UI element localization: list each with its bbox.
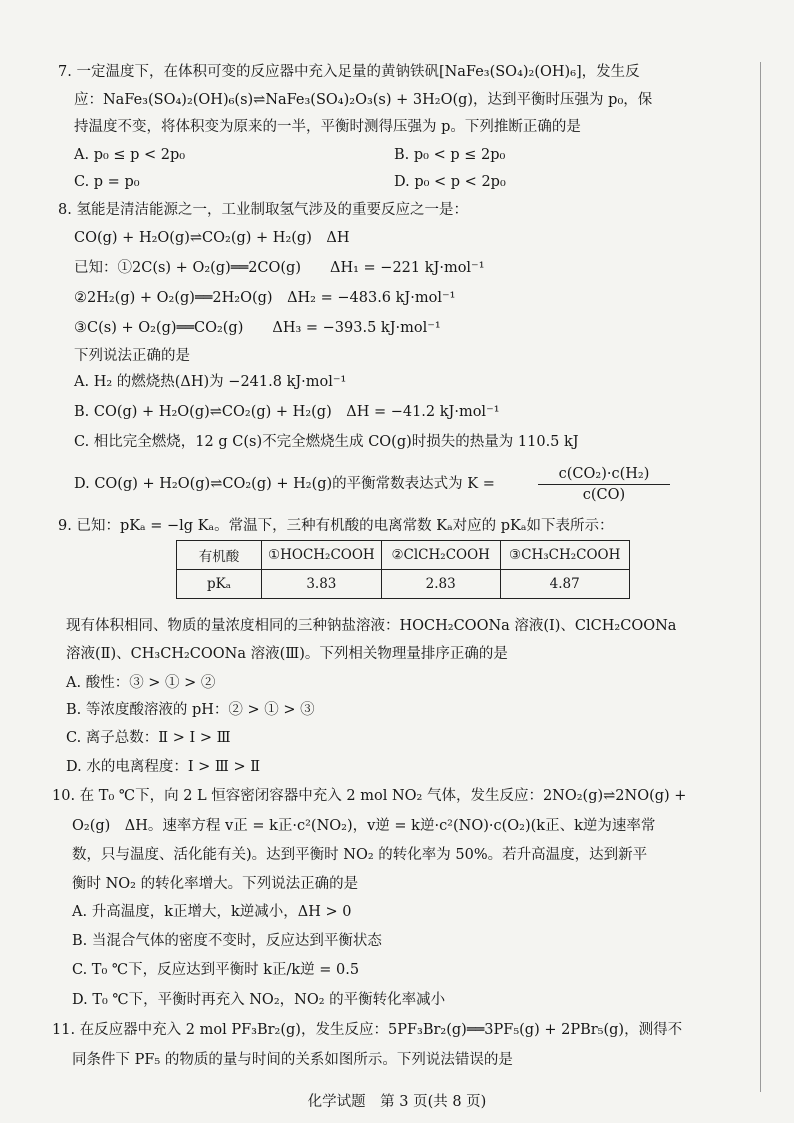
margin-rule bbox=[760, 62, 761, 1092]
table-cell: 2.83 bbox=[381, 570, 500, 599]
q8-option-b: B. CO(g) + H₂O(g)⇌CO₂(g) + H₂(g) ΔH = −41.2 kJ·mol⁻¹ bbox=[74, 404, 500, 420]
q8-option-c: C. 相比完全燃烧，12 g C(s)不完全燃烧生成 CO(g)时损失的热量为 110.5 kJ bbox=[74, 434, 579, 450]
q11-line1: 11. 在反应器中充入 2 mol PF₃Br₂(g)，发生反应：5PF₃Br₂(g)══3PF₅(g) + 2PBr₅(g)，测得不 bbox=[52, 1022, 683, 1038]
q8-line6: 下列说法正确的是 bbox=[74, 348, 190, 364]
q7-line2: 应：NaFe₃(SO₄)₂(OH)₆(s)⇌NaFe₃(SO₄)₂O₃(s) + 3H₂O(g)，达到平衡时压强为 p₀，保 bbox=[74, 92, 653, 108]
q8-line4: ②2H₂(g) + O₂(g)══2H₂O(g) ΔH₂ = −483.6 kJ·mol⁻¹ bbox=[74, 290, 456, 306]
table-row bbox=[177, 541, 630, 570]
table-header-cell: ②ClCH₂COOH bbox=[381, 541, 500, 570]
q10-line2: O₂(g) ΔH。速率方程 v正 = k正·c²(NO₂)，v逆 = k逆·c²(NO)·c(O₂)(k正、k逆为速率常 bbox=[72, 818, 656, 834]
q7-option-c: C. p = p₀ bbox=[74, 174, 140, 190]
q10-option-a: A. 升高温度，k正增大，k逆减小，ΔH > 0 bbox=[72, 904, 352, 920]
q9-option-d: D. 水的电离程度：Ⅰ > Ⅲ > Ⅱ bbox=[66, 759, 261, 775]
q10-line4: 衡时 NO₂ 的转化率增大。下列说法正确的是 bbox=[72, 876, 359, 892]
q9-line2: 现有体积相同、物质的量浓度相同的三种钠盐溶液：HOCH₂COONa 溶液(Ⅰ)、ClCH₂COONa bbox=[66, 618, 677, 634]
q7-option-b: B. p₀ < p ≤ 2p₀ bbox=[394, 147, 506, 163]
q8-option-d: D. CO(g) + H₂O(g)⇌CO₂(g) + H₂(g)的平衡常数表达式为 K = bbox=[74, 476, 495, 492]
q9-option-a: A. 酸性：③ > ① > ② bbox=[66, 675, 216, 691]
pka-table bbox=[176, 540, 630, 599]
page-footer: 化学试题 第 3 页(共 8 页) bbox=[307, 1094, 487, 1110]
table-header-cell: 有机酸 bbox=[177, 541, 262, 570]
q7-line3: 持温度不变，将体积变为原来的一半，平衡时测得压强为 p。下列推断正确的是 bbox=[74, 119, 581, 135]
fraction-numerator: c(CO₂)·c(H₂) bbox=[538, 466, 670, 485]
q7-option-a: A. p₀ ≤ p < 2p₀ bbox=[74, 147, 186, 163]
q8-line2: CO(g) + H₂O(g)⇌CO₂(g) + H₂(g) ΔH bbox=[74, 230, 350, 246]
equilibrium-constant-fraction bbox=[538, 466, 670, 503]
table-header-cell: ①HOCH₂COOH bbox=[262, 541, 382, 570]
table-cell: 4.87 bbox=[500, 570, 629, 599]
table-cell: 3.83 bbox=[262, 570, 382, 599]
q8-line5: ③C(s) + O₂(g)══CO₂(g) ΔH₃ = −393.5 kJ·mol⁻¹ bbox=[74, 320, 441, 336]
q9-option-b: B. 等浓度酸溶液的 pH：② > ① > ③ bbox=[66, 702, 315, 718]
q7-option-d: D. p₀ < p < 2p₀ bbox=[394, 174, 506, 190]
q10-option-b: B. 当混合气体的密度不变时，反应达到平衡状态 bbox=[72, 933, 382, 949]
q9-line3: 溶液(Ⅱ)、CH₃CH₂COONa 溶液(Ⅲ)。下列相关物理量排序正确的是 bbox=[66, 646, 508, 662]
q8-line1: 8. 氢能是清洁能源之一，工业制取氢气涉及的重要反应之一是： bbox=[58, 202, 468, 218]
table-row bbox=[177, 570, 630, 599]
table-header-cell: ③CH₃CH₂COOH bbox=[500, 541, 629, 570]
q9-option-c: C. 离子总数：Ⅱ > Ⅰ > Ⅲ bbox=[66, 730, 231, 746]
q9-line1: 9. 已知：pKₐ = −lg Kₐ。常温下，三种有机酸的电离常数 Kₐ对应的 pKₐ如下表所示： bbox=[58, 518, 614, 534]
q10-option-c: C. T₀ ℃下，反应达到平衡时 k正/k逆 = 0.5 bbox=[72, 962, 360, 978]
table-cell: pKₐ bbox=[177, 570, 262, 599]
q10-line1: 10. 在 T₀ ℃下，向 2 L 恒容密闭容器中充入 2 mol NO₂ 气体，发生反应：2NO₂(g)⇌2NO(g) + bbox=[52, 788, 687, 804]
q10-option-d: D. T₀ ℃下，平衡时再充入 NO₂，NO₂ 的平衡转化率减小 bbox=[72, 992, 446, 1008]
q10-line3: 数，只与温度、活化能有关)。达到平衡时 NO₂ 的转化率为 50%。若升高温度，达到新平 bbox=[72, 847, 648, 863]
q11-line2: 同条件下 PF₅ 的物质的量与时间的关系如图所示。下列说法错误的是 bbox=[72, 1052, 513, 1068]
fraction-denominator: c(CO) bbox=[582, 487, 626, 503]
q8-option-a: A. H₂ 的燃烧热(ΔH)为 −241.8 kJ·mol⁻¹ bbox=[74, 374, 347, 390]
q7-line1: 7. 一定温度下，在体积可变的反应器中充入足量的黄钠铁矾[NaFe₃(SO₄)₂(OH)₆]，发生反 bbox=[58, 64, 640, 80]
q8-line3: 已知：①2C(s) + O₂(g)══2CO(g) ΔH₁ = −221 kJ·mol⁻¹ bbox=[74, 260, 485, 276]
